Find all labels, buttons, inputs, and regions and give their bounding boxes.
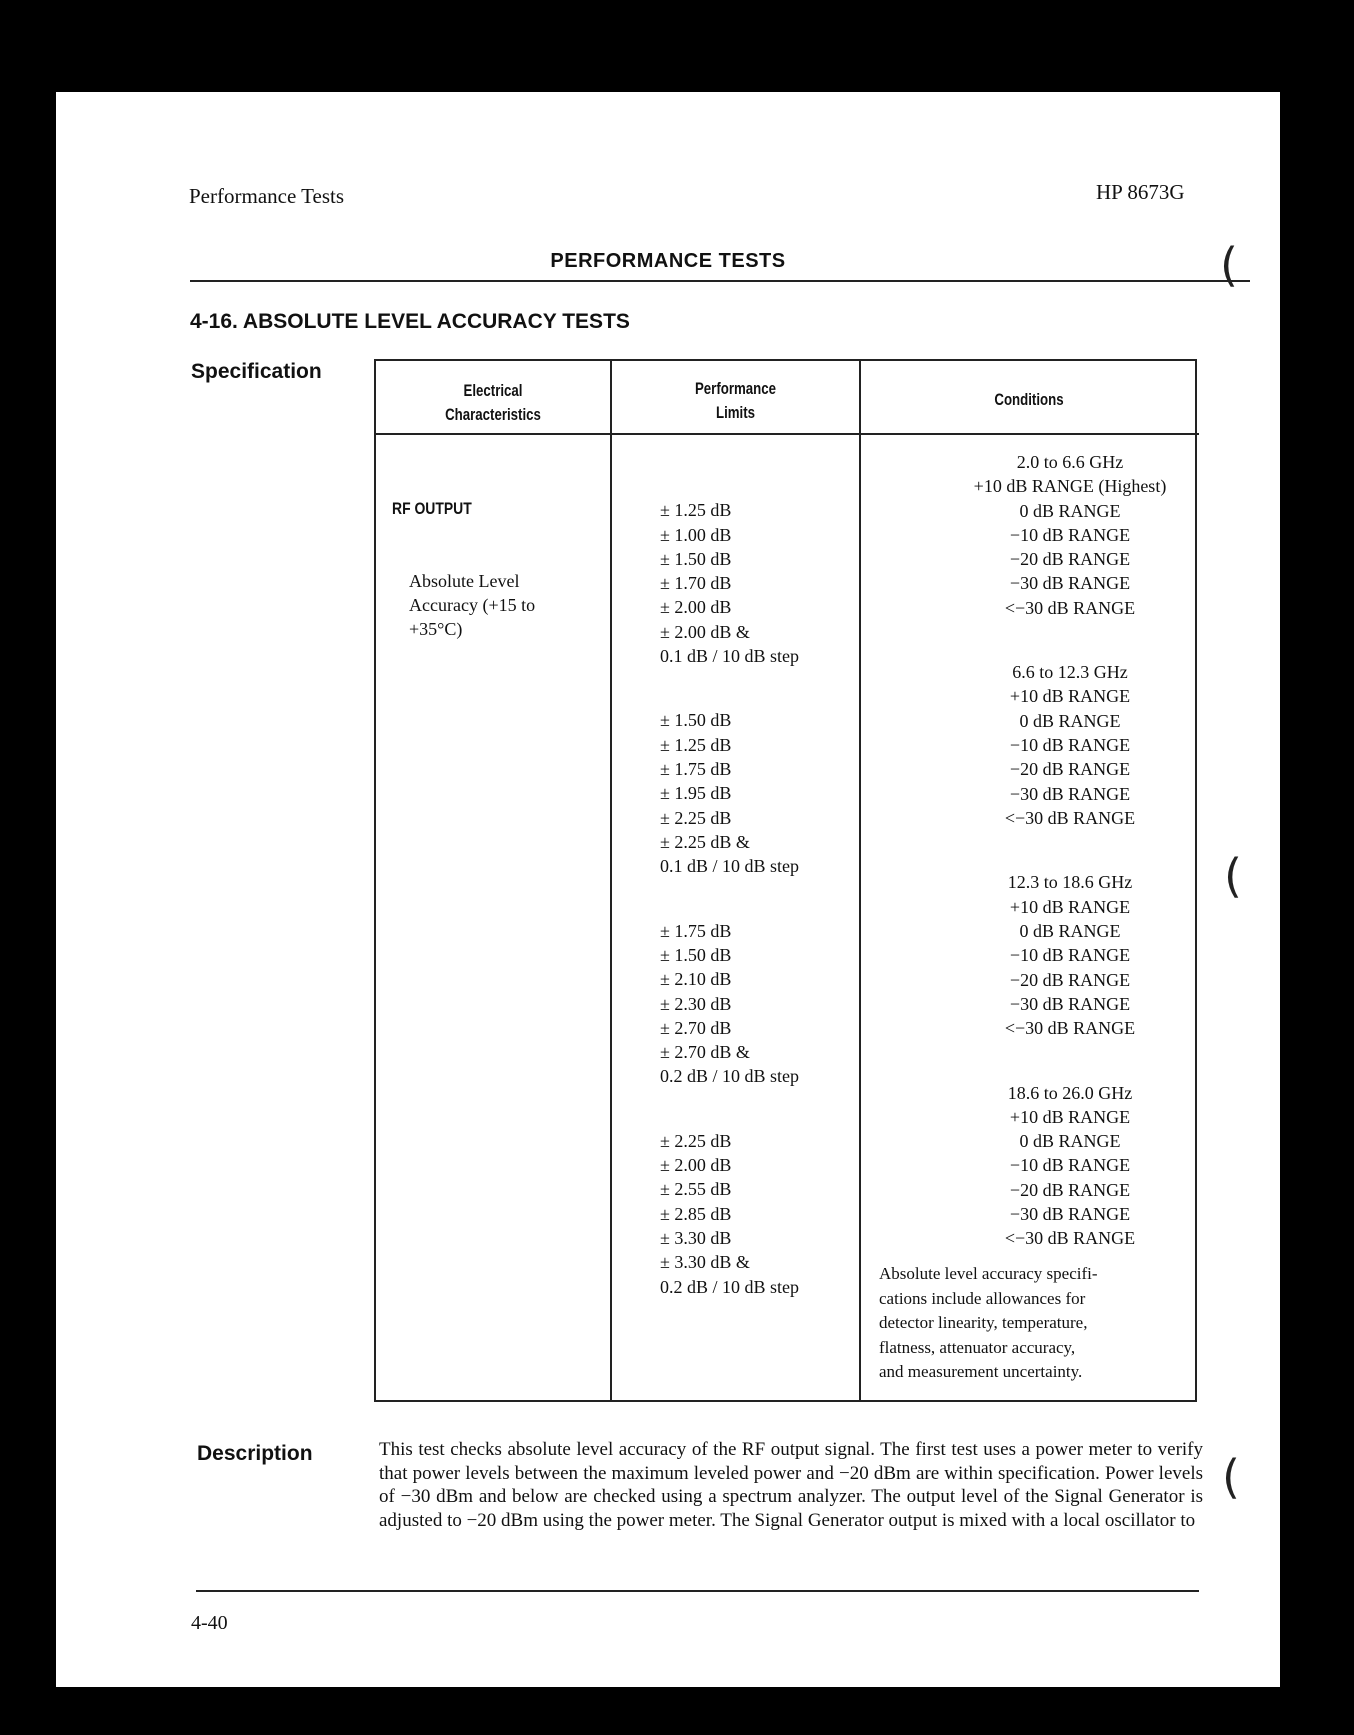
condition-range: <−30 dB RANGE [1004, 807, 1136, 828]
document-page [56, 92, 1280, 1687]
column-divider [610, 361, 612, 1400]
performance-limit: ± 1.50 dB [660, 548, 732, 569]
condition-range: <−30 dB RANGE [1004, 1228, 1136, 1249]
performance-limit: ± 2.25 dB [660, 807, 732, 828]
rf-output-label: RF OUTPUT [392, 499, 472, 518]
title-rule [190, 280, 1250, 282]
performance-limit: ± 1.50 dB [660, 710, 732, 731]
condition-range: −30 dB RANGE [1009, 783, 1131, 804]
binding-hole-mark: ( [1220, 238, 1238, 292]
performance-limit: ± 1.25 dB [660, 500, 732, 521]
header-performance-limits: Performance Limits [694, 379, 777, 422]
page-number: 4-40 [191, 1612, 228, 1634]
performance-limits-column [660, 474, 799, 1315]
condition-range: +10 dB RANGE [1009, 896, 1131, 917]
condition-range: 0 dB RANGE [1019, 710, 1121, 731]
performance-limit: ± 2.00 dB [660, 597, 732, 618]
performance-limit: ± 2.70 dB [660, 1017, 732, 1038]
binding-hole-mark: ( [1224, 849, 1242, 903]
conditions-column [885, 450, 1255, 1291]
performance-limit: ± 2.70 dB & 0.2 dB / 10 dB step [660, 1042, 800, 1087]
condition-range: −30 dB RANGE [1009, 993, 1131, 1014]
condition-range: −10 dB RANGE [1009, 1155, 1131, 1176]
column-divider [859, 361, 861, 1400]
performance-limit: ± 2.10 dB [660, 969, 732, 990]
description-text: This test checks absolute level accuracy of the RF output signal. The first test uses a power meter to verify that power levels between the maximum leveled power and −20 dBm are within specification. Power levels of −30 dBm and below are checked using a spectrum analyzer. The output level of the Signal Generator is adjusted to −20 dBm using the power meter. The Signal Generator output is mixed with a local oscillator to [379, 1439, 1203, 1531]
performance-limit: ± 2.30 dB [660, 993, 732, 1014]
condition-range: <−30 dB RANGE [1004, 1018, 1136, 1039]
running-header-right: HP 8673G [1096, 180, 1185, 204]
header-conditions: Conditions [994, 390, 1064, 409]
condition-range: −20 dB RANGE [1009, 549, 1131, 570]
condition-range: −20 dB RANGE [1009, 759, 1131, 780]
condition-range: <−30 dB RANGE [1004, 597, 1136, 618]
frequency-band: 2.0 to 6.6 GHz [1016, 452, 1124, 472]
performance-limit: ± 1.25 dB [660, 734, 732, 755]
footer-rule [196, 1590, 1199, 1592]
frequency-band: 6.6 to 12.3 GHz [1012, 662, 1128, 683]
condition-range: 0 dB RANGE [1019, 500, 1121, 521]
performance-limit: ± 2.85 dB [660, 1203, 732, 1224]
binding-hole-mark: ( [1222, 1450, 1240, 1504]
section-title: 4-16. ABSOLUTE LEVEL ACCURACY TESTS [190, 310, 630, 333]
performance-limit: ± 3.30 dB [660, 1227, 732, 1248]
characteristic-cell [392, 449, 535, 689]
description-label: Description [197, 1442, 313, 1465]
table-footnote: Absolute level accuracy specifi- cations include allowances for detector linearity, temperature, flatness, attenuator accuracy, and measurement uncertainty. [879, 1264, 1098, 1381]
performance-limit: ± 2.00 dB [660, 1155, 732, 1176]
frequency-band: 12.3 to 18.6 GHz [1007, 872, 1133, 893]
condition-range: 0 dB RANGE [1019, 1131, 1121, 1152]
condition-range: −10 dB RANGE [1009, 524, 1131, 545]
performance-limit: ± 1.75 dB [660, 759, 732, 780]
condition-range: −20 dB RANGE [1009, 1179, 1131, 1200]
header-electrical-characteristics: Electrical Characteristics [445, 381, 541, 424]
condition-range: −10 dB RANGE [1009, 735, 1131, 756]
condition-range: −30 dB RANGE [1009, 573, 1131, 594]
performance-limit: ± 2.55 dB [660, 1179, 732, 1200]
performance-limit: ± 2.25 dB & 0.1 dB / 10 dB step [660, 831, 800, 877]
condition-range: +10 dB RANGE [1009, 1106, 1131, 1127]
performance-limit: ± 1.50 dB [660, 944, 732, 965]
performance-limit: ± 1.75 dB [660, 920, 732, 941]
characteristic-detail: Absolute Level Accuracy (+15 to +35°C) [409, 571, 536, 639]
performance-limit: ± 1.95 dB [660, 783, 732, 804]
condition-range: +10 dB RANGE (Highest) [973, 476, 1167, 497]
specification-label: Specification [191, 360, 322, 383]
performance-limit: ± 1.70 dB [660, 573, 732, 594]
condition-range: −10 dB RANGE [1009, 945, 1131, 966]
performance-limit: ± 3.30 dB & 0.2 dB / 10 dB step [660, 1252, 800, 1297]
performance-limit: ± 2.25 dB [660, 1130, 732, 1151]
frequency-band: 18.6 to 26.0 GHz [1007, 1082, 1133, 1103]
performance-limit: ± 2.00 dB & 0.1 dB / 10 dB step [660, 621, 800, 667]
header-rule [376, 433, 1199, 435]
condition-range: 0 dB RANGE [1019, 920, 1121, 941]
performance-limit: ± 1.00 dB [660, 524, 732, 545]
page-title: PERFORMANCE TESTS [550, 250, 786, 272]
condition-range: −30 dB RANGE [1009, 1204, 1131, 1224]
condition-range: −20 dB RANGE [1009, 969, 1131, 990]
condition-range: +10 dB RANGE [1009, 686, 1131, 707]
running-header-left: Performance Tests [189, 184, 345, 208]
